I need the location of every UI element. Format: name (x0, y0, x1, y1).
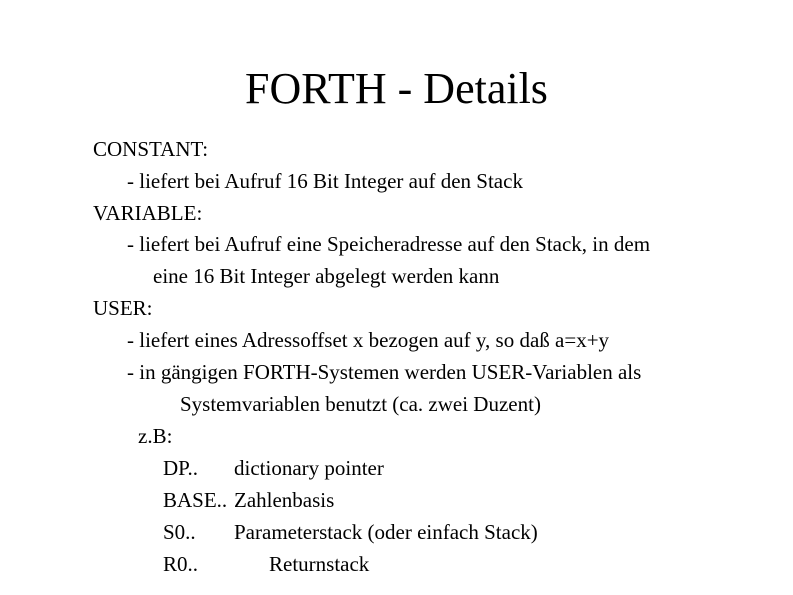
variable-description-line-2: eine 16 Bit Integer abgelegt werden kann (153, 264, 500, 288)
example-name: R0.. (163, 552, 199, 576)
example-description: Returnstack (269, 552, 370, 576)
user-description-line-2: - in gängigen FORTH-Systemen werden USER-Variablen als (127, 360, 642, 384)
variable-heading: VARIABLE: (93, 201, 203, 225)
slide-title: FORTH - Details (245, 64, 548, 113)
user-description-line-3: Systemvariablen benutzt (ca. zwei Duzent) (180, 392, 541, 416)
constant-description: - liefert bei Aufruf 16 Bit Integer auf den Stack (127, 169, 523, 193)
example-row (163, 551, 370, 577)
example-name: S0.. (163, 520, 196, 544)
constant-heading: CONSTANT: (93, 137, 209, 161)
variable-description-line-1: - liefert bei Aufruf eine Speicheradresse auf den Stack, in dem (127, 232, 651, 256)
user-heading: USER: (93, 296, 153, 320)
example-label: z.B: (138, 424, 173, 448)
example-row (163, 519, 538, 545)
user-description-line-1: - liefert eines Adressoffset x bezogen auf y, so daß a=x+y (127, 328, 610, 352)
example-description: dictionary pointer (234, 456, 384, 480)
example-description: Parameterstack (oder einfach Stack) (234, 520, 538, 544)
example-name: DP.. (163, 456, 199, 480)
example-row (163, 455, 384, 481)
example-name: BASE.. (163, 488, 228, 512)
example-description: Zahlenbasis (234, 488, 335, 512)
example-row (163, 487, 335, 513)
